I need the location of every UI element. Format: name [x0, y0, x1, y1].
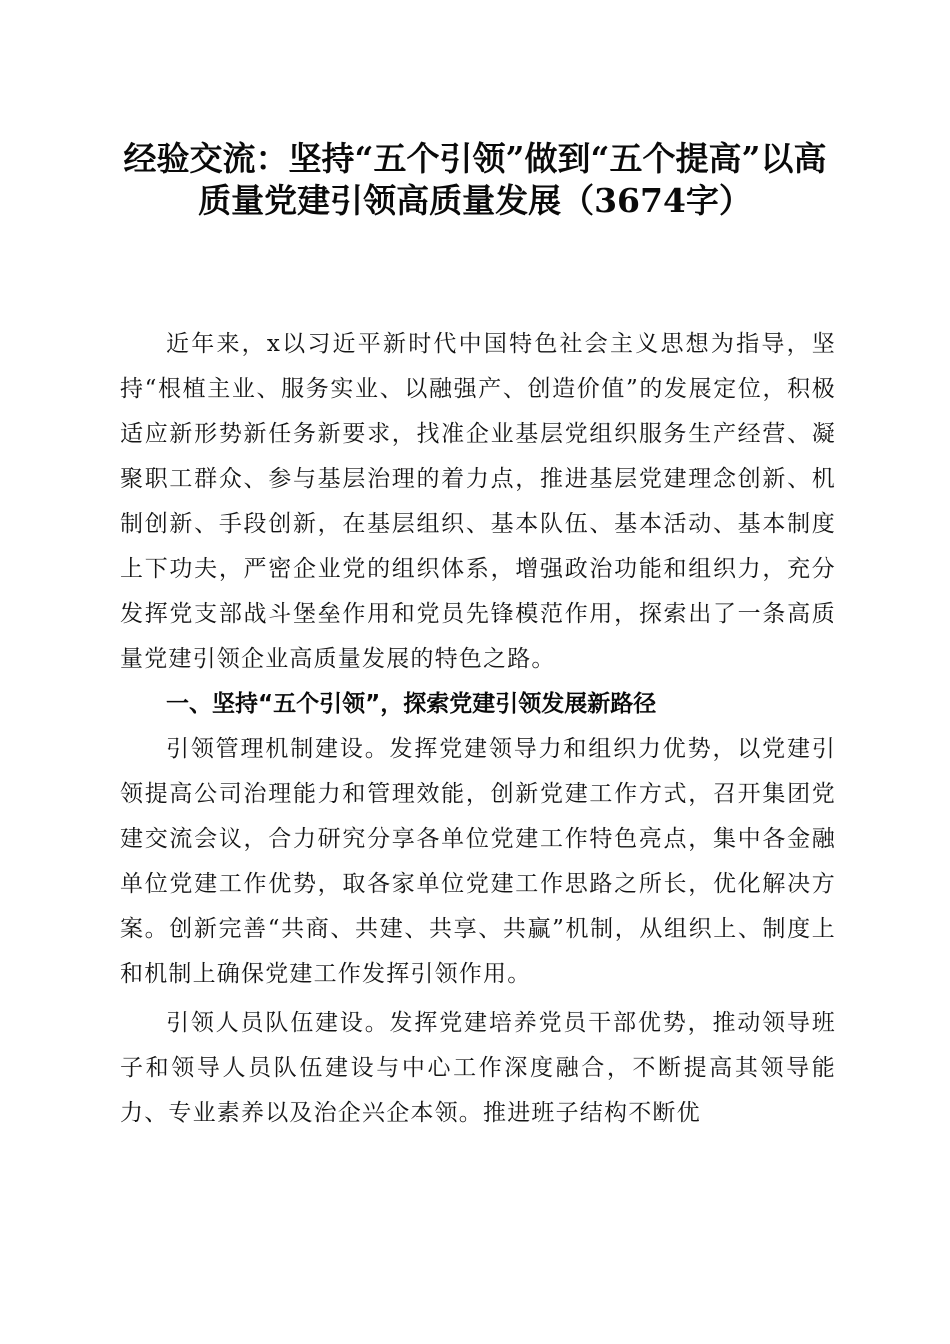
section-heading-1: 一、坚持“五个引领”，探索党建引领发展新路径 [166, 691, 657, 717]
document-body [120, 322, 836, 1136]
paragraph-management-mechanism: 引领管理机制建设。发挥党建领导力和组织力优势，以党建引领提高公司治理能力和管理效能，创新党建工作方式，召开集团党建交流会议，合力研究分享各单位党建工作特色亮点，集中各金融单位党建工作优势，取各家单位党建工作思路之所长，优化解决方案。创新完善“共商、共建、共享、共赢”机制，从组织上、制度上和机制上确保党建工作发挥引领作用。 [120, 736, 836, 987]
intro-paragraph: 近年来，x以习近平新时代中国特色社会主义思想为指导，坚持“根植主业、服务实业、以融强产、创造价值”的发展定位，积极适应新形势新任务新要求，找准企业基层党组织服务生产经营、凝聚职工群众、参与基层治理的着力点，推进基层党建理念创新、机制创新、手段创新，在基层组织、基本队伍、基本活动、基本制度上下功夫，严密企业党的组织体系，增强政治功能和组织力，充分发挥党支部战斗堡垒作用和党员先锋模范作用，探索出了一条高质量党建引领企业高质量发展的特色之路。 [120, 331, 836, 672]
document-title: 经验交流：坚持“五个引领”做到“五个提高”以高质量党建引领高质量发展（3674字） [123, 139, 827, 220]
paragraph-personnel-team: 引领人员队伍建设。发挥党建培养党员干部优势，推动领导班子和领导人员队伍建设与中心工作深度融合，不断提高其领导能力、专业素养以及治企兴企本领。推进班子结构不断优 [120, 1010, 836, 1126]
